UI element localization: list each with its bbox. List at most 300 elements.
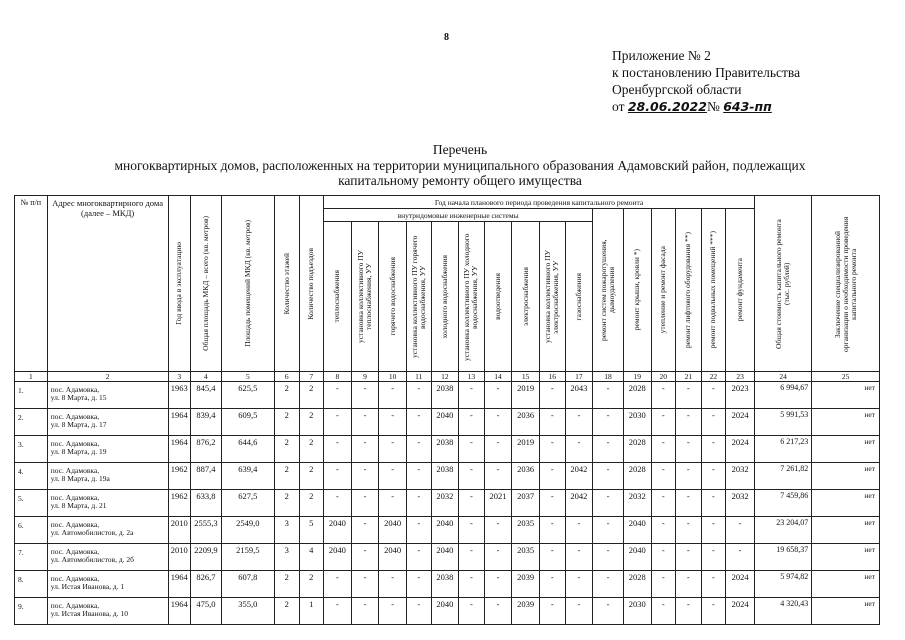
column-number: 9 [351, 372, 379, 382]
cell-c19: 2030 [623, 409, 651, 436]
cell-conclusion: нет [812, 517, 880, 544]
cell-c10: - [379, 571, 407, 598]
address-line-1: пос. Адамовка, [50, 439, 100, 448]
cell-c13: - [459, 409, 485, 436]
cell-floors: 2 [274, 463, 299, 490]
cell-area_total: 2555,3 [191, 517, 222, 544]
cell-c23: 2024 [726, 571, 755, 598]
cell-c11: - [406, 382, 431, 409]
cell-area_prem: 2159,5 [221, 544, 274, 571]
cell-c12: 2040 [431, 517, 459, 544]
table-row [15, 517, 880, 544]
cell-c13: - [459, 517, 485, 544]
row-number: 6. [15, 517, 48, 544]
header-elevator: ремонт лифтового оборудования **) [676, 209, 702, 372]
row-address [47, 598, 168, 625]
cell-area_total: 633,8 [191, 490, 222, 517]
cell-c16: - [539, 382, 565, 409]
cell-c18: - [593, 490, 624, 517]
header-meter-power: установка коллективного ПУ электроснабжения, УУ [539, 222, 565, 372]
cell-c18: - [593, 409, 624, 436]
cell-c14: - [484, 544, 512, 571]
address-line-2: ул. Автомобилистов, д. 2б [50, 555, 134, 564]
cell-c11: - [406, 571, 431, 598]
cell-c14: 2021 [484, 490, 512, 517]
cell-entr: 2 [299, 436, 324, 463]
cell-c18: - [593, 517, 624, 544]
header-entrances: Количество подъездов [299, 196, 324, 372]
cell-c12: 2040 [431, 409, 459, 436]
cell-c17: 2042 [565, 490, 593, 517]
header-meter-cold: установка коллективного ПУ холодного водоснабжения, УУ [459, 222, 485, 372]
cell-cost: 19 658,37 [754, 544, 811, 571]
cell-c9: - [351, 382, 379, 409]
column-number: 12 [431, 372, 459, 382]
cell-c15: 2035 [512, 544, 540, 571]
column-number: 24 [754, 372, 811, 382]
appendix-line-1: Приложение № 2 [612, 48, 711, 63]
table-row [15, 598, 880, 625]
address-line-2: ул. Истая Иванова, д. 1 [50, 582, 125, 591]
cell-area_prem: 627,5 [221, 490, 274, 517]
cell-c19: 2040 [623, 544, 651, 571]
document-title [40, 142, 880, 189]
cell-c21: - [676, 463, 702, 490]
cell-c15: 2036 [512, 409, 540, 436]
cell-c16: - [539, 544, 565, 571]
column-number: 11 [406, 372, 431, 382]
cell-c21: - [676, 571, 702, 598]
cell-year: 1964 [168, 409, 191, 436]
cell-c21: - [676, 436, 702, 463]
cell-area_total: 887,4 [191, 463, 222, 490]
cell-c10: 2040 [379, 544, 407, 571]
cell-entr: 1 [299, 598, 324, 625]
header-conclusion: Заключение специализированной организации о необходимости проведения капитального ремонта [812, 196, 880, 372]
cell-c21: - [676, 382, 702, 409]
cell-area_prem: 639,4 [221, 463, 274, 490]
cell-c17: - [565, 517, 593, 544]
cell-c23: 2024 [726, 409, 755, 436]
header-meter-heat: установка коллективного ПУ теплоснабжения, УУ [351, 222, 379, 372]
cell-conclusion: нет [812, 571, 880, 598]
cell-c13: - [459, 382, 485, 409]
cell-c10: - [379, 490, 407, 517]
row-address [47, 571, 168, 598]
cell-cost: 7 261,82 [754, 463, 811, 490]
cell-c20: - [651, 382, 676, 409]
row-address [47, 490, 168, 517]
cell-year: 1964 [168, 571, 191, 598]
header-facade: утепление и ремонт фасада [651, 209, 676, 372]
column-number: 3 [168, 372, 191, 382]
cell-c20: - [651, 571, 676, 598]
column-number: 13 [459, 372, 485, 382]
cell-floors: 2 [274, 382, 299, 409]
cell-year: 1964 [168, 598, 191, 625]
cell-c14: - [484, 571, 512, 598]
cell-entr: 2 [299, 463, 324, 490]
appendix-number-label: № [706, 99, 720, 114]
address-line-2: ул. 8 Марта, д. 19а [50, 474, 110, 483]
cell-entr: 2 [299, 382, 324, 409]
cell-c12: 2038 [431, 463, 459, 490]
cell-c17: 2042 [565, 463, 593, 490]
address-line-1: пос. Адамовка, [50, 547, 100, 556]
cell-c9: - [351, 571, 379, 598]
cell-area_total: 826,7 [191, 571, 222, 598]
cell-entr: 2 [299, 490, 324, 517]
cell-cost: 5 991,53 [754, 409, 811, 436]
cell-c17: - [565, 571, 593, 598]
header-fire: ремонт систем пожаротушения, дымоудаления [593, 209, 624, 372]
column-number: 4 [191, 372, 222, 382]
cell-c17: - [565, 544, 593, 571]
cell-c18: - [593, 436, 624, 463]
cell-c9: - [351, 436, 379, 463]
header-foundation: ремонт фундамента [726, 209, 755, 372]
cell-entr: 2 [299, 571, 324, 598]
cell-area_total: 475,0 [191, 598, 222, 625]
cell-c10: - [379, 463, 407, 490]
repair-register-table [14, 195, 880, 625]
address-line-1: пос. Адамовка, [50, 520, 100, 529]
appendix-date-prefix: от [612, 99, 625, 114]
cell-c18: - [593, 571, 624, 598]
header-basement: ремонт подвальных помещений ***) [701, 209, 726, 372]
row-address [47, 463, 168, 490]
cell-c22: - [701, 571, 726, 598]
row-number: 5. [15, 490, 48, 517]
row-number: 8. [15, 571, 48, 598]
cell-c23: 2032 [726, 463, 755, 490]
cell-c20: - [651, 598, 676, 625]
cell-c11: - [406, 463, 431, 490]
header-cost: Общая стоимость капитального ремонта (тыс. рублей) [754, 196, 811, 372]
cell-c20: - [651, 436, 676, 463]
cell-c11: - [406, 517, 431, 544]
column-number: 5 [221, 372, 274, 382]
cell-c19: 2030 [623, 598, 651, 625]
appendix-block [612, 47, 800, 115]
column-number: 7 [299, 372, 324, 382]
cell-c11: - [406, 409, 431, 436]
cell-c17: 2043 [565, 382, 593, 409]
table-row [15, 463, 880, 490]
cell-conclusion: нет [812, 490, 880, 517]
cell-c8: - [324, 382, 352, 409]
column-number: 20 [651, 372, 676, 382]
cell-cost: 5 974,82 [754, 571, 811, 598]
cell-floors: 2 [274, 598, 299, 625]
cell-c14: - [484, 382, 512, 409]
page-number: 8 [444, 32, 449, 43]
header-hot-water: горячего водоснабжения [379, 222, 407, 372]
cell-c20: - [651, 409, 676, 436]
column-number: 2 [47, 372, 168, 382]
cell-entr: 2 [299, 409, 324, 436]
cell-year: 2010 [168, 544, 191, 571]
cell-c12: 2032 [431, 490, 459, 517]
column-number: 22 [701, 372, 726, 382]
cell-c16: - [539, 598, 565, 625]
cell-c18: - [593, 463, 624, 490]
cell-c14: - [484, 517, 512, 544]
cell-c16: - [539, 490, 565, 517]
address-line-2: ул. Автомобилистов, д. 2а [50, 528, 134, 537]
cell-c14: - [484, 463, 512, 490]
cell-conclusion: нет [812, 463, 880, 490]
cell-c8: 2040 [324, 544, 352, 571]
cell-c16: - [539, 463, 565, 490]
header-power: электроснабжения [512, 222, 540, 372]
cell-year: 1964 [168, 436, 191, 463]
column-number: 16 [539, 372, 565, 382]
cell-year: 1962 [168, 490, 191, 517]
cell-c20: - [651, 490, 676, 517]
cell-c22: - [701, 436, 726, 463]
cell-c10: - [379, 436, 407, 463]
cell-c15: 2019 [512, 382, 540, 409]
cell-c22: - [701, 382, 726, 409]
cell-c9: - [351, 544, 379, 571]
cell-conclusion: нет [812, 382, 880, 409]
cell-c13: - [459, 490, 485, 517]
column-number: 1 [15, 372, 48, 382]
header-year: Год ввода в эксплуатацию [168, 196, 191, 372]
cell-cost: 4 320,43 [754, 598, 811, 625]
cell-c23: 2024 [726, 436, 755, 463]
address-line-1: пос. Адамовка, [50, 385, 100, 394]
cell-c19: 2028 [623, 436, 651, 463]
cell-cost: 6 994,67 [754, 382, 811, 409]
title-line-2: многоквартирных домов, расположенных на территории муниципального образования Адамовский район, подлежащих [114, 157, 806, 173]
cell-c21: - [676, 544, 702, 571]
cell-c18: - [593, 598, 624, 625]
title-line-1: Перечень [432, 142, 488, 157]
row-number: 2. [15, 409, 48, 436]
cell-c12: 2040 [431, 598, 459, 625]
header-heat: теплоснабжения [324, 222, 352, 372]
column-number: 6 [274, 372, 299, 382]
cell-area_prem: 644,6 [221, 436, 274, 463]
address-line-1: пос. Адамовка, [50, 601, 100, 610]
cell-c21: - [676, 598, 702, 625]
column-number: 15 [512, 372, 540, 382]
cell-floors: 3 [274, 517, 299, 544]
cell-c8: - [324, 490, 352, 517]
row-address [47, 409, 168, 436]
header-area-total: Общая площадь МКД – всего (кв. метров) [191, 196, 222, 372]
cell-c10: 2040 [379, 517, 407, 544]
address-line-1: пос. Адамовка, [50, 412, 100, 421]
cell-c19: 2028 [623, 571, 651, 598]
header-area-premises: Площадь помещений МКД (кв. метров) [221, 196, 274, 372]
address-line-1: пос. Адамовка, [50, 574, 100, 583]
column-number-row [15, 372, 880, 382]
cell-c12: 2040 [431, 544, 459, 571]
header-meter-hot: установка коллективного ПУ горячего водоснабжения, УУ [406, 222, 431, 372]
cell-c9: - [351, 517, 379, 544]
cell-c15: 2037 [512, 490, 540, 517]
cell-c8: - [324, 409, 352, 436]
cell-year: 1962 [168, 463, 191, 490]
header-plan-group: Год начала планового периода проведения капитального ремонта [324, 196, 755, 209]
cell-c14: - [484, 598, 512, 625]
cell-c22: - [701, 463, 726, 490]
appendix-line-4 [612, 98, 800, 115]
cell-c23: 2032 [726, 490, 755, 517]
cell-c10: - [379, 409, 407, 436]
appendix-number: 643-пп [723, 99, 772, 114]
cell-c9: - [351, 409, 379, 436]
table-body [15, 382, 880, 625]
cell-c17: - [565, 409, 593, 436]
cell-c20: - [651, 544, 676, 571]
cell-area_total: 876,2 [191, 436, 222, 463]
table-row [15, 436, 880, 463]
cell-c21: - [676, 490, 702, 517]
title-line-3: капитальному ремонту общего имущества [338, 173, 582, 188]
address-line-1: пос. Адамовка, [50, 493, 100, 502]
column-number: 18 [593, 372, 624, 382]
cell-c16: - [539, 436, 565, 463]
cell-conclusion: нет [812, 436, 880, 463]
row-address [47, 382, 168, 409]
row-address [47, 517, 168, 544]
cell-c21: - [676, 409, 702, 436]
header-floors: Количество этажей [274, 196, 299, 372]
header-address: Адрес многоквартирного дома (далее – МКД) [47, 196, 168, 372]
cell-c10: - [379, 598, 407, 625]
cell-area_prem: 355,0 [221, 598, 274, 625]
column-number: 23 [726, 372, 755, 382]
cell-c8: - [324, 436, 352, 463]
column-number: 8 [324, 372, 352, 382]
cell-area_total: 839,4 [191, 409, 222, 436]
appendix-line-3: Оренбургской области [612, 82, 742, 97]
header-cold-water: холодного водоснабжения [431, 222, 459, 372]
cell-c9: - [351, 598, 379, 625]
row-number: 9. [15, 598, 48, 625]
table-row [15, 490, 880, 517]
cell-c12: 2038 [431, 382, 459, 409]
cell-floors: 2 [274, 571, 299, 598]
cell-area_prem: 609,5 [221, 409, 274, 436]
cell-c16: - [539, 571, 565, 598]
cell-area_total: 845,4 [191, 382, 222, 409]
column-number: 25 [812, 372, 880, 382]
cell-c13: - [459, 598, 485, 625]
row-number: 1. [15, 382, 48, 409]
cell-c16: - [539, 517, 565, 544]
cell-c22: - [701, 409, 726, 436]
cell-c19: 2028 [623, 382, 651, 409]
cell-c23: 2023 [726, 382, 755, 409]
cell-c14: - [484, 436, 512, 463]
cell-c15: 2039 [512, 571, 540, 598]
cell-c11: - [406, 490, 431, 517]
cell-conclusion: нет [812, 598, 880, 625]
cell-cost: 23 204,07 [754, 517, 811, 544]
cell-c15: 2036 [512, 463, 540, 490]
row-address [47, 544, 168, 571]
cell-c18: - [593, 382, 624, 409]
column-number: 17 [565, 372, 593, 382]
cell-c18: - [593, 544, 624, 571]
table-row [15, 409, 880, 436]
cell-conclusion: нет [812, 544, 880, 571]
cell-c15: 2039 [512, 598, 540, 625]
cell-c9: - [351, 490, 379, 517]
cell-c15: 2019 [512, 436, 540, 463]
table-row [15, 382, 880, 409]
cell-c23: 2024 [726, 598, 755, 625]
cell-c13: - [459, 571, 485, 598]
header-engineering-group: внутридомовые инженерные системы [324, 209, 593, 222]
cell-c23: - [726, 517, 755, 544]
cell-c8: 2040 [324, 517, 352, 544]
cell-c10: - [379, 382, 407, 409]
cell-c22: - [701, 517, 726, 544]
cell-c9: - [351, 463, 379, 490]
cell-floors: 2 [274, 436, 299, 463]
column-numbers [15, 372, 880, 382]
column-number: 14 [484, 372, 512, 382]
header-no: № п/п [15, 196, 48, 372]
cell-area_prem: 2549,0 [221, 517, 274, 544]
address-line-2: ул. Истая Иванова, д. 10 [50, 609, 128, 618]
header-roof: ремонт крыши, кровли *) [623, 209, 651, 372]
address-line-2: ул. 8 Марта, д. 21 [50, 501, 107, 510]
cell-c16: - [539, 409, 565, 436]
cell-entr: 4 [299, 544, 324, 571]
cell-area_prem: 607,8 [221, 571, 274, 598]
cell-c13: - [459, 544, 485, 571]
cell-c19: 2032 [623, 490, 651, 517]
cell-floors: 2 [274, 490, 299, 517]
cell-c13: - [459, 436, 485, 463]
cell-c20: - [651, 517, 676, 544]
cell-cost: 6 217,23 [754, 436, 811, 463]
row-number: 7. [15, 544, 48, 571]
cell-c8: - [324, 598, 352, 625]
table-row [15, 571, 880, 598]
cell-c11: - [406, 544, 431, 571]
cell-c11: - [406, 598, 431, 625]
row-number: 4. [15, 463, 48, 490]
address-line-2: ул. 8 Марта, д. 17 [50, 420, 107, 429]
cell-c22: - [701, 490, 726, 517]
table-row [15, 544, 880, 571]
cell-cost: 7 459,86 [754, 490, 811, 517]
column-number: 19 [623, 372, 651, 382]
column-number: 21 [676, 372, 702, 382]
cell-c19: 2028 [623, 463, 651, 490]
address-line-2: ул. 8 Марта, д. 19 [50, 447, 107, 456]
row-number: 3. [15, 436, 48, 463]
cell-conclusion: нет [812, 409, 880, 436]
cell-c14: - [484, 409, 512, 436]
appendix-line-2: к постановлению Правительства [612, 65, 801, 80]
address-line-1: пос. Адамовка, [50, 466, 100, 475]
header-gas: газоснабжения [565, 222, 593, 372]
column-number: 10 [379, 372, 407, 382]
cell-c8: - [324, 571, 352, 598]
cell-entr: 5 [299, 517, 324, 544]
cell-c8: - [324, 463, 352, 490]
cell-year: 1963 [168, 382, 191, 409]
